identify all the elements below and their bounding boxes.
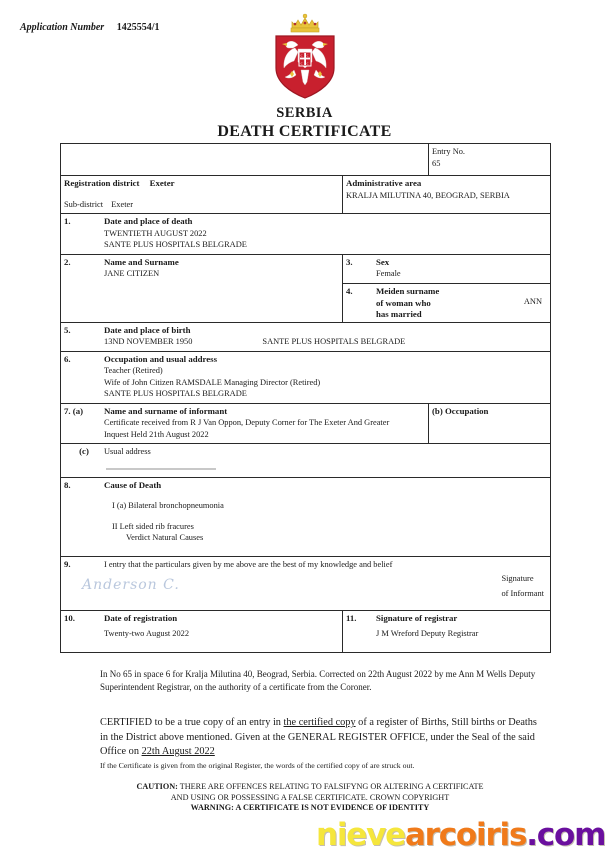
entry-no-blank-cell — [61, 144, 429, 176]
footer-text-block — [100, 668, 542, 771]
row1-line1: TWENTIETH AUGUST 2022 — [104, 228, 207, 238]
serbia-coat-of-arms-icon — [262, 12, 348, 104]
row6-line3: SANTE PLUS HOSPITALS BELGRADE — [104, 389, 247, 398]
caution-label: CAUTION: — [136, 782, 178, 791]
row8-header: Cause of Death — [104, 479, 162, 490]
caution-warning-block — [60, 782, 560, 814]
row10-number: 10. — [64, 612, 75, 623]
row4-header-line1: Meiden surname — [376, 286, 440, 297]
row9-statement: I entry that the particulars given by me above are the best of my knowledge and belief — [104, 559, 393, 569]
table-row-8-cause-of-death — [61, 477, 551, 556]
table-row-5-date-place-of-birth — [61, 322, 551, 351]
certificate-table — [60, 143, 551, 653]
row2-cell — [61, 254, 343, 322]
row9-number: 9. — [64, 558, 71, 569]
row4-value: ANN — [523, 297, 542, 307]
certified-paragraph — [100, 716, 542, 760]
row8-line1: I (a) Bilateral bronchopneumonia — [112, 501, 224, 510]
table-row-7c-usual-address — [61, 444, 551, 478]
caution-line-1 — [60, 782, 560, 793]
certified-underline1: the certified copy — [283, 717, 356, 728]
row7a-line2: Inquest Held 21th August 2022 — [104, 429, 209, 439]
row4-header-line3: has married — [376, 309, 422, 320]
row7a-cell — [61, 403, 429, 444]
site-watermark — [316, 818, 605, 852]
row8-number: 8. — [64, 479, 71, 490]
row2-number: 2. — [64, 256, 71, 267]
row7b-occupation-cell — [429, 403, 551, 444]
application-number — [20, 22, 159, 33]
row6-cell — [61, 351, 551, 403]
table-row-2-name-surname — [61, 254, 551, 284]
row5-number: 5. — [64, 324, 71, 335]
administrative-area-cell — [343, 176, 551, 214]
row7b-header: (b) Occupation — [432, 405, 489, 416]
title-document: DEATH CERTIFICATE — [217, 123, 392, 140]
svg-text:C: C — [306, 61, 309, 66]
row10-cell — [61, 610, 343, 652]
row11-cell — [343, 610, 551, 652]
table-row-entry-no — [61, 144, 551, 176]
table-row-7a-informant — [61, 403, 551, 444]
registration-district-label: Registration district — [64, 178, 140, 188]
signature-label-line2: of Informant — [501, 588, 544, 598]
certified-part1: CERTIFIED to be a true copy of an entry in — [100, 717, 284, 728]
sub-district-label: Sub-district — [64, 199, 104, 209]
entry-no-cell — [429, 144, 551, 176]
row5-place: SANTE PLUS HOSPITALS BELGRADE — [262, 337, 406, 346]
row11-header: Signature of registrar — [376, 612, 458, 623]
application-number-value: 1425554/1 — [116, 22, 160, 33]
row8-line2: II Left sided rib fracures — [112, 521, 194, 531]
row5-header: Date and place of birth — [104, 324, 191, 335]
administrative-area-label: Administrative area — [346, 178, 422, 188]
svg-text:C: C — [300, 61, 303, 66]
table-row-6-occupation-address — [61, 351, 551, 403]
row1-number: 1. — [64, 216, 71, 226]
row7c-cell — [61, 444, 551, 478]
row4-header-line2: of woman who — [376, 297, 431, 308]
row2-value: JANE CITIZEN — [104, 269, 160, 278]
table-row-district — [61, 176, 551, 214]
row11-number: 11. — [346, 612, 357, 623]
usual-address-input-rule[interactable] — [106, 468, 216, 470]
svg-text:C: C — [300, 53, 303, 58]
row3-value: Female — [376, 269, 401, 278]
registration-district-cell — [61, 176, 343, 214]
row1-cell — [61, 214, 551, 255]
row6-line1: Teacher (Retired) — [104, 366, 163, 375]
watermark-part-c: .com — [526, 817, 606, 853]
row3-number: 3. — [346, 256, 353, 267]
row7c-header: Usual address — [104, 447, 151, 456]
row11-value: J M Wreford Deputy Registrar — [376, 629, 479, 638]
row6-line2: Wife of John Citizen RAMSDALE Managing Director (Retired) — [104, 377, 321, 387]
row7c-number: (c) — [79, 446, 89, 456]
entry-no-label: Entry No. — [432, 147, 466, 156]
row7a-number: 7. (a) — [64, 405, 84, 416]
row8-cell — [61, 477, 551, 556]
row2-header: Name and Surname — [104, 256, 179, 267]
document-title-block — [0, 105, 609, 141]
original-register-note: If the Certificate is given from the original Register, the words of the certified copy of are struck out. — [100, 760, 415, 770]
sub-district-value: Exeter — [111, 199, 134, 209]
administrative-area-value: KRALJA MILUTINA 40, BEOGRAD, SERBIA — [346, 190, 510, 200]
informant-signature: Anderson C. — [82, 577, 180, 593]
registration-district-value: Exeter — [149, 178, 175, 188]
row3-header: Sex — [376, 256, 390, 267]
row6-header: Occupation and usual address — [104, 353, 218, 364]
title-country: SERBIA — [276, 105, 333, 121]
row10-value: Twenty-two August 2022 — [104, 629, 190, 638]
certified-part2: of a register of Births, Still births or Deaths in the District above mentioned. Given at the GENERAL REGISTER OFFICE, under the Seal of the said Office on — [100, 717, 537, 757]
row1-header: Date and place of death — [104, 216, 193, 226]
watermark-part-a: nieve — [316, 817, 405, 853]
row1-line2: SANTE PLUS HOSPITALS BELGRADE — [104, 240, 247, 249]
row5-cell — [61, 322, 551, 351]
caution-line-2: AND USING OR POSSESSING A FALSE CERTIFICATE. CROWN COPYRIGHT — [170, 792, 450, 802]
row9-cell — [61, 556, 551, 610]
signature-label-line1: Signature — [501, 573, 534, 583]
row7a-header: Name and surname of informant — [104, 405, 228, 416]
row3-cell — [343, 254, 551, 284]
table-row-9-informant-declaration — [61, 556, 551, 610]
signature-of-informant-label — [501, 571, 544, 601]
svg-text:C: C — [306, 53, 309, 58]
correction-paragraph: In No 65 in space 6 for Kralja Milutina 40, Beograd, Serbia. Corrected on 22th August 2022 by me Ann M Wells Deputy Superintendent Registrar, on the authority of a certificate from the Coroner. — [100, 669, 536, 692]
watermark-part-b: arcoiris — [404, 817, 527, 853]
application-number-label: Application Number — [20, 22, 105, 33]
table-row-1-date-place-of-death — [61, 214, 551, 255]
row10-header: Date of registration — [104, 612, 178, 623]
entry-no-value: 65 — [432, 158, 441, 168]
certified-date: 22th August 2022 — [141, 746, 215, 757]
row6-number: 6. — [64, 353, 71, 364]
warning-line: WARNING: A CERTIFICATE IS NOT EVIDENCE OF IDENTITY — [190, 803, 430, 812]
row7a-line1: Certificate received from R J Van Oppon, Deputy Corner for The Exeter And Greater — [104, 418, 390, 427]
caution-text-1: THERE ARE OFFENCES RELATING TO FALSIFYNG OR ALTERING A CERTIFICATE — [179, 782, 484, 791]
row4-cell — [343, 284, 551, 322]
row5-date: 13ND NOVEMBER 1950 — [104, 337, 193, 346]
row8-line3: Verdict Natural Causes — [126, 533, 204, 542]
row4-number: 4. — [346, 286, 353, 297]
table-row-10-11-registration — [61, 610, 551, 652]
